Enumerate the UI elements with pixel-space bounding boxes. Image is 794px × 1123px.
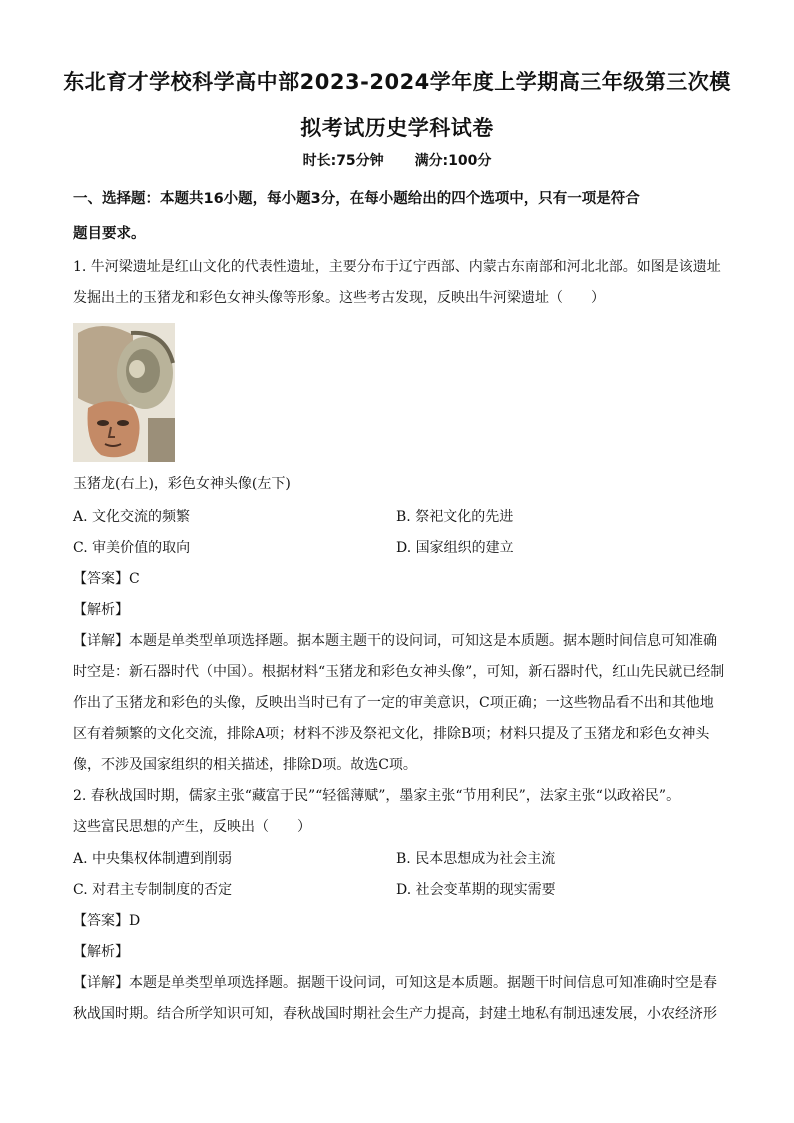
q2-analysis-label: 【解析】 (73, 944, 129, 960)
q2-option-b: B. 民本思想成为社会主流 (396, 851, 556, 867)
duration-text: 时长:75分钟 (302, 153, 384, 169)
q2-answer: 【答案】D (73, 913, 141, 929)
q1-detail-line5: 像，不涉及国家组织的相关描述，排除D项。故选C项。 (73, 757, 417, 773)
q2-stem-line2: 这些富民思想的产生，反映出（ ） (73, 819, 311, 835)
q2-stem-line1: 2. 春秋战国时期，儒家主张“藏富于民”“轻徭薄赋”，墨家主张“节用利民”，法家主张“以政裕民”。 (73, 788, 681, 804)
q1-figure-caption: 玉猪龙(右上)，彩色女神头像(左下) (73, 476, 291, 492)
q1-option-d: D. 国家组织的建立 (396, 540, 514, 556)
artifact-illustration (73, 323, 175, 462)
artifact-photo (73, 323, 175, 462)
exam-meta (0, 150, 794, 170)
q1-detail-line4: 区有着频繁的文化交流，排除A项；材料不涉及祭祀文化，排除B项；材料只提及了玉猪龙和彩色女神头 (73, 726, 710, 742)
section-heading-line2: 题目要求。 (73, 226, 146, 242)
q1-detail-line3: 作出了玉猪龙和彩色的头像，反映出当时已有了一定的审美意识，C项正确；一这些物品看不出和其他地 (73, 695, 714, 711)
q2-option-a: A. 中央集权体制遭到削弱 (73, 851, 233, 867)
q1-option-b: B. 祭祀文化的先进 (396, 509, 514, 525)
q2-option-d: D. 社会变革期的现实需要 (396, 882, 556, 898)
full-score-text: 满分:100分 (414, 153, 492, 169)
q1-stem-line1: 1. 牛河梁遗址是红山文化的代表性遗址，主要分布于辽宁西部、内蒙古东南部和河北北部。如图是该遗址 (73, 259, 721, 275)
q2-detail-line1: 【详解】本题是单类型单项选择题。据题干设问词，可知这是本质题。据题干时间信息可知准确时空是春 (73, 975, 717, 991)
q1-answer: 【答案】C (73, 571, 140, 587)
exam-title-line2: 拟考试历史学科试卷 (300, 116, 494, 140)
section-heading-line1: 一、选择题：本题共16小题，每小题3分，在每小题给出的四个选项中，只有一项是符合 (73, 191, 640, 207)
q1-detail-line2: 时空是：新石器时代（中国）。根据材料“玉猪龙和彩色女神头像”，可知，新石器时代，红山先民就已经制 (73, 664, 725, 680)
q2-option-c: C. 对君主专制制度的否定 (73, 882, 233, 898)
q1-option-a: A. 文化交流的频繁 (73, 509, 191, 525)
q2-detail-line2: 秋战国时期。结合所学知识可知，春秋战国时期社会生产力提高，封建土地私有制迅速发展，小农经济形 (73, 1006, 717, 1022)
q1-stem-line2: 发掘出土的玉猪龙和彩色女神头像等形象。这些考古发现，反映出牛河梁遗址（ ） (73, 290, 605, 306)
q1-analysis-label: 【解析】 (73, 602, 129, 618)
q1-detail-line1: 【详解】本题是单类型单项选择题。据本题主题干的设问词，可知这是本质题。据本题时间信息可知准确 (73, 633, 717, 649)
exam-title-line1: 东北育才学校科学高中部2023-2024学年度上学期高三年级第三次模 (63, 70, 731, 94)
q1-option-c: C. 审美价值的取向 (73, 540, 191, 556)
